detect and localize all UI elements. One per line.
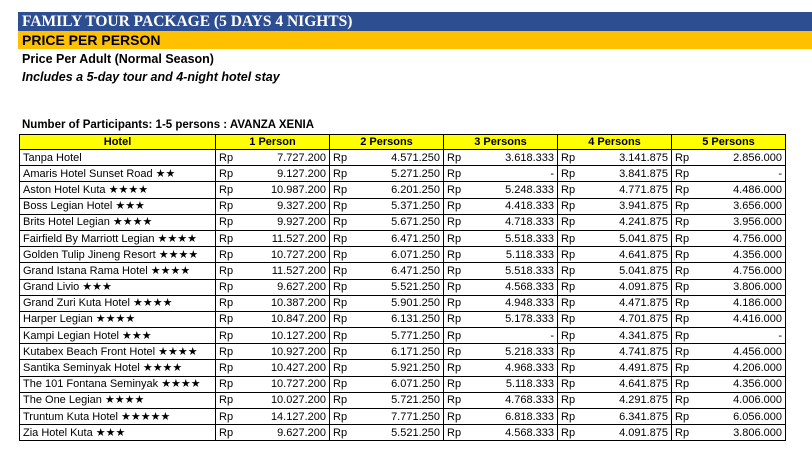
currency-cell: Rp [444, 376, 468, 392]
price-cell: 4.491.875 [582, 360, 672, 376]
price-cell: 4.768.333 [468, 392, 558, 408]
currency-cell: Rp [330, 295, 354, 311]
price-cell: 4.241.875 [582, 214, 672, 230]
table-row [20, 182, 786, 198]
currency-cell: Rp [444, 311, 468, 327]
price-cell: 5.218.333 [468, 344, 558, 360]
currency-cell: Rp [444, 247, 468, 263]
price-cell: 5.901.250 [354, 295, 444, 311]
price-cell: 4.968.333 [468, 360, 558, 376]
header-hotel: Hotel [20, 135, 216, 150]
price-cell: 4.641.875 [582, 247, 672, 263]
price-cell: 10.987.200 [240, 182, 330, 198]
header-1-person: 1 Person [216, 135, 330, 150]
currency-cell: Rp [558, 328, 582, 344]
price-cell: 4.356.000 [696, 247, 786, 263]
currency-cell: Rp [672, 409, 696, 425]
price-cell: 5.248.333 [468, 182, 558, 198]
price-cell: 6.171.250 [354, 344, 444, 360]
price-cell: 10.727.200 [240, 376, 330, 392]
currency-cell: Rp [216, 182, 240, 198]
price-cell: 9.327.200 [240, 198, 330, 214]
currency-cell: Rp [672, 150, 696, 166]
price-cell: 4.206.000 [696, 360, 786, 376]
price-cell: 5.518.333 [468, 230, 558, 246]
price-cell: 10.427.200 [240, 360, 330, 376]
price-cell: 7.727.200 [240, 150, 330, 166]
price-cell: 10.027.200 [240, 392, 330, 408]
currency-cell: Rp [672, 263, 696, 279]
hotel-name-cell: Amaris Hotel Sunset Road ★★ [20, 166, 216, 182]
price-cell: 4.771.875 [582, 182, 672, 198]
price-cell: 6.056.000 [696, 409, 786, 425]
currency-cell: Rp [216, 279, 240, 295]
currency-cell: Rp [216, 198, 240, 214]
currency-cell: Rp [444, 425, 468, 441]
currency-cell: Rp [330, 279, 354, 295]
currency-cell: Rp [672, 247, 696, 263]
currency-cell: Rp [330, 328, 354, 344]
currency-cell: Rp [672, 230, 696, 246]
price-cell: 4.718.333 [468, 214, 558, 230]
price-cell: 4.456.000 [696, 344, 786, 360]
price-cell: 4.571.250 [354, 150, 444, 166]
price-per-person-banner: PRICE PER PERSON [18, 31, 812, 49]
price-cell: 10.127.200 [240, 328, 330, 344]
hotel-name-cell: Santika Seminyak Hotel ★★★★ [20, 360, 216, 376]
price-cell: 10.727.200 [240, 247, 330, 263]
price-cell: 3.806.000 [696, 279, 786, 295]
price-cell: 4.641.875 [582, 376, 672, 392]
price-cell: 5.271.250 [354, 166, 444, 182]
currency-cell: Rp [558, 166, 582, 182]
price-cell: 4.741.875 [582, 344, 672, 360]
currency-cell: Rp [216, 166, 240, 182]
price-cell: 3.618.333 [468, 150, 558, 166]
currency-cell: Rp [444, 198, 468, 214]
price-cell: 6.471.250 [354, 263, 444, 279]
price-cell: 5.771.250 [354, 328, 444, 344]
hotel-name-cell: Fairfield By Marriott Legian ★★★★ [20, 230, 216, 246]
table-row [20, 376, 786, 392]
currency-cell: Rp [672, 182, 696, 198]
currency-cell: Rp [216, 263, 240, 279]
table-row [20, 311, 786, 327]
price-cell: 6.818.333 [468, 409, 558, 425]
currency-cell: Rp [672, 328, 696, 344]
price-cell: 9.627.200 [240, 425, 330, 441]
price-cell: 3.656.000 [696, 198, 786, 214]
table-row [20, 150, 786, 166]
currency-cell: Rp [558, 247, 582, 263]
participants-text: Number of Participants: 1-5 persons : AVANZA XENIA [22, 119, 315, 131]
currency-cell: Rp [330, 409, 354, 425]
hotel-name-cell: Kampi Legian Hotel ★★★ [20, 328, 216, 344]
price-cell: 6.071.250 [354, 376, 444, 392]
currency-cell: Rp [672, 392, 696, 408]
hotel-name-cell: Zia Hotel Kuta ★★★ [20, 425, 216, 441]
currency-cell: Rp [558, 425, 582, 441]
table-row [20, 344, 786, 360]
table-row [20, 425, 786, 441]
hotel-name-cell: Aston Hotel Kuta ★★★★ [20, 182, 216, 198]
price-cell: 5.041.875 [582, 230, 672, 246]
currency-cell: Rp [444, 328, 468, 344]
currency-cell: Rp [216, 247, 240, 263]
price-cell: 4.486.000 [696, 182, 786, 198]
price-cell: 5.721.250 [354, 392, 444, 408]
currency-cell: Rp [558, 295, 582, 311]
price-cell: 9.927.200 [240, 214, 330, 230]
hotel-name-cell: Tanpa Hotel [20, 150, 216, 166]
currency-cell: Rp [444, 392, 468, 408]
currency-cell: Rp [330, 360, 354, 376]
price-cell: - [696, 166, 786, 182]
table-row [20, 166, 786, 182]
currency-cell: Rp [216, 311, 240, 327]
currency-cell: Rp [216, 376, 240, 392]
price-table-body [20, 150, 786, 441]
currency-cell: Rp [558, 376, 582, 392]
price-cell: 6.341.875 [582, 409, 672, 425]
currency-cell: Rp [558, 392, 582, 408]
currency-cell: Rp [330, 263, 354, 279]
header-4-persons: 4 Persons [558, 135, 672, 150]
currency-cell: Rp [444, 344, 468, 360]
table-header-row [20, 135, 786, 150]
currency-cell: Rp [330, 150, 354, 166]
price-cell: 10.927.200 [240, 344, 330, 360]
currency-cell: Rp [558, 409, 582, 425]
price-cell: 4.091.875 [582, 425, 672, 441]
currency-cell: Rp [216, 328, 240, 344]
table-row [20, 279, 786, 295]
currency-cell: Rp [330, 425, 354, 441]
price-cell: 6.471.250 [354, 230, 444, 246]
hotel-name-cell: The 101 Fontana Seminyak ★★★★ [20, 376, 216, 392]
currency-cell: Rp [330, 182, 354, 198]
table-row [20, 198, 786, 214]
hotel-name-cell: Grand Istana Rama Hotel ★★★★ [20, 263, 216, 279]
currency-cell: Rp [672, 311, 696, 327]
currency-cell: Rp [216, 344, 240, 360]
currency-cell: Rp [330, 214, 354, 230]
table-row [20, 263, 786, 279]
price-cell: 4.006.000 [696, 392, 786, 408]
currency-cell: Rp [672, 360, 696, 376]
currency-cell: Rp [444, 409, 468, 425]
price-cell: 4.756.000 [696, 263, 786, 279]
currency-cell: Rp [558, 279, 582, 295]
currency-cell: Rp [444, 182, 468, 198]
price-cell: 5.518.333 [468, 263, 558, 279]
currency-cell: Rp [672, 166, 696, 182]
table-row [20, 328, 786, 344]
currency-cell: Rp [330, 376, 354, 392]
price-cell: 4.701.875 [582, 311, 672, 327]
currency-cell: Rp [672, 198, 696, 214]
currency-cell: Rp [444, 230, 468, 246]
currency-cell: Rp [444, 360, 468, 376]
price-cell: 11.527.200 [240, 263, 330, 279]
currency-cell: Rp [672, 344, 696, 360]
price-cell: - [468, 166, 558, 182]
price-cell: 9.627.200 [240, 279, 330, 295]
price-cell: 5.521.250 [354, 425, 444, 441]
price-cell: 6.131.250 [354, 311, 444, 327]
table-row [20, 230, 786, 246]
currency-cell: Rp [558, 150, 582, 166]
currency-cell: Rp [330, 230, 354, 246]
currency-cell: Rp [330, 166, 354, 182]
price-cell: 9.127.200 [240, 166, 330, 182]
price-basis-text: Price Per Adult (Normal Season) [22, 52, 214, 66]
hotel-name-cell: Brits Hotel Legian ★★★★ [20, 214, 216, 230]
currency-cell: Rp [216, 425, 240, 441]
currency-cell: Rp [330, 344, 354, 360]
hotel-name-cell: Truntum Kuta Hotel ★★★★★ [20, 409, 216, 425]
price-cell: 14.127.200 [240, 409, 330, 425]
price-cell: 4.568.333 [468, 425, 558, 441]
hotel-name-cell: Grand Livio ★★★ [20, 279, 216, 295]
price-cell: 4.756.000 [696, 230, 786, 246]
hotel-name-cell: Grand Zuri Kuta Hotel ★★★★ [20, 295, 216, 311]
currency-cell: Rp [216, 230, 240, 246]
price-cell: 10.387.200 [240, 295, 330, 311]
hotel-name-cell: Kutabex Beach Front Hotel ★★★★ [20, 344, 216, 360]
currency-cell: Rp [216, 392, 240, 408]
price-cell: 5.671.250 [354, 214, 444, 230]
currency-cell: Rp [558, 230, 582, 246]
currency-cell: Rp [330, 198, 354, 214]
currency-cell: Rp [558, 360, 582, 376]
price-cell: 4.418.333 [468, 198, 558, 214]
currency-cell: Rp [558, 214, 582, 230]
currency-cell: Rp [672, 279, 696, 295]
price-cell: 5.178.333 [468, 311, 558, 327]
price-cell: 4.341.875 [582, 328, 672, 344]
table-row [20, 247, 786, 263]
price-cell: 4.186.000 [696, 295, 786, 311]
currency-cell: Rp [330, 247, 354, 263]
table-row [20, 409, 786, 425]
price-cell: 5.371.250 [354, 198, 444, 214]
currency-cell: Rp [672, 425, 696, 441]
currency-cell: Rp [672, 214, 696, 230]
price-cell: 3.956.000 [696, 214, 786, 230]
currency-cell: Rp [558, 311, 582, 327]
price-cell: 10.847.200 [240, 311, 330, 327]
currency-cell: Rp [444, 295, 468, 311]
price-cell: 5.921.250 [354, 360, 444, 376]
currency-cell: Rp [216, 150, 240, 166]
price-cell: 11.527.200 [240, 230, 330, 246]
currency-cell: Rp [672, 295, 696, 311]
price-cell: 5.118.333 [468, 247, 558, 263]
hotel-name-cell: Golden Tulip Jineng Resort ★★★★ [20, 247, 216, 263]
package-title-banner: FAMILY TOUR PACKAGE (5 DAYS 4 NIGHTS) [18, 12, 812, 31]
price-cell: 4.471.875 [582, 295, 672, 311]
price-cell: 4.948.333 [468, 295, 558, 311]
price-cell: 5.521.250 [354, 279, 444, 295]
currency-cell: Rp [216, 360, 240, 376]
currency-cell: Rp [444, 150, 468, 166]
header-3-persons: 3 Persons [444, 135, 558, 150]
currency-cell: Rp [444, 166, 468, 182]
price-cell: 3.841.875 [582, 166, 672, 182]
currency-cell: Rp [558, 263, 582, 279]
currency-cell: Rp [558, 198, 582, 214]
price-cell: 7.771.250 [354, 409, 444, 425]
currency-cell: Rp [558, 182, 582, 198]
price-cell: 4.416.000 [696, 311, 786, 327]
currency-cell: Rp [216, 295, 240, 311]
price-cell: 4.568.333 [468, 279, 558, 295]
price-cell: - [468, 328, 558, 344]
currency-cell: Rp [444, 279, 468, 295]
currency-cell: Rp [330, 392, 354, 408]
price-cell: 5.118.333 [468, 376, 558, 392]
hotel-name-cell: The One Legian ★★★★ [20, 392, 216, 408]
currency-cell: Rp [672, 376, 696, 392]
table-row [20, 360, 786, 376]
price-cell: 3.941.875 [582, 198, 672, 214]
price-cell: 2.856.000 [696, 150, 786, 166]
price-cell: 6.201.250 [354, 182, 444, 198]
price-cell: 6.071.250 [354, 247, 444, 263]
price-cell: 4.291.875 [582, 392, 672, 408]
hotel-name-cell: Boss Legian Hotel ★★★ [20, 198, 216, 214]
price-cell: 3.141.875 [582, 150, 672, 166]
table-row [20, 295, 786, 311]
currency-cell: Rp [558, 344, 582, 360]
currency-cell: Rp [444, 263, 468, 279]
currency-cell: Rp [216, 409, 240, 425]
currency-cell: Rp [330, 311, 354, 327]
currency-cell: Rp [216, 214, 240, 230]
header-5-persons: 5 Persons [672, 135, 786, 150]
price-cell: 5.041.875 [582, 263, 672, 279]
inclusion-text: Includes a 5-day tour and 4-night hotel stay [22, 70, 280, 84]
price-cell: 4.091.875 [582, 279, 672, 295]
price-table [19, 134, 786, 441]
price-cell: - [696, 328, 786, 344]
price-cell: 4.356.000 [696, 376, 786, 392]
table-row [20, 392, 786, 408]
price-cell: 3.806.000 [696, 425, 786, 441]
hotel-name-cell: Harper Legian ★★★★ [20, 311, 216, 327]
currency-cell: Rp [444, 214, 468, 230]
table-row [20, 214, 786, 230]
header-2-persons: 2 Persons [330, 135, 444, 150]
